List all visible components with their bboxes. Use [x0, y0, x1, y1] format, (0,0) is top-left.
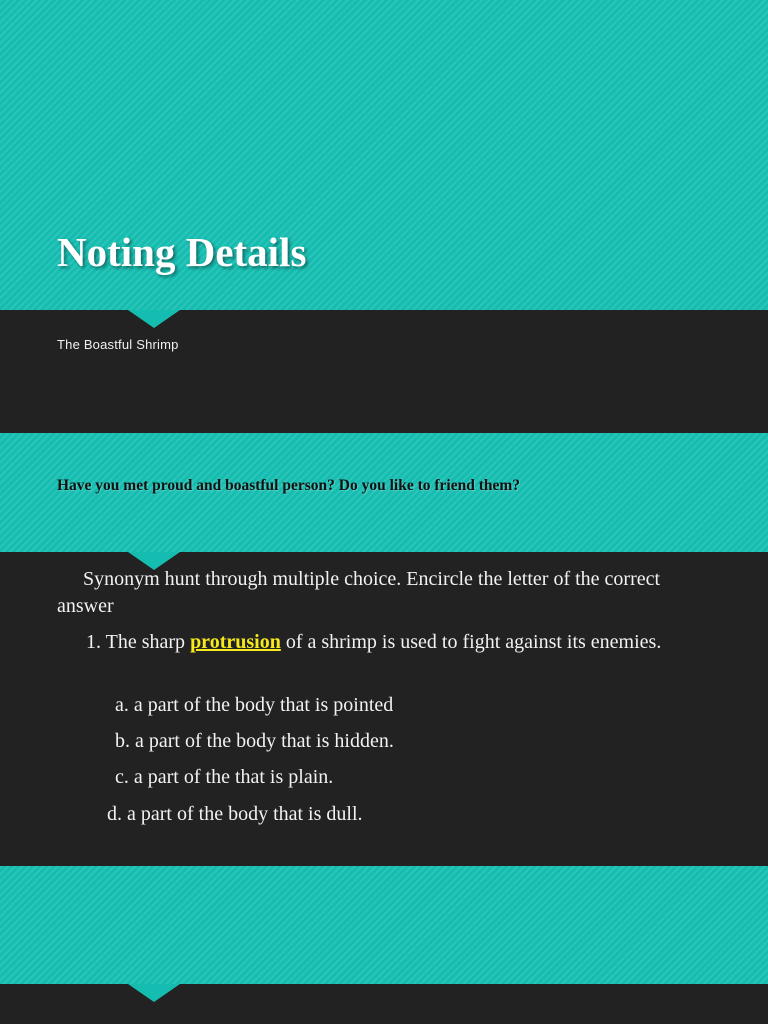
slide3-notch	[128, 984, 180, 1002]
slide1-notch	[128, 310, 180, 328]
slide1-subtitle-band	[0, 310, 768, 433]
warmup-question: Have you met proud and boastful person? Do you like to friend them?	[57, 477, 521, 494]
question-1	[86, 629, 686, 656]
question-1-suffix: of a shrimp is used to fight against its enemies.	[280, 631, 662, 653]
instructions-text: Synonym hunt through multiple choice. Encircle the letter of the correct answer	[57, 568, 661, 617]
option-c: c. a part of the that is plain.	[115, 766, 334, 788]
option-b: b. a part of the body that is hidden.	[115, 730, 394, 752]
keyword-protrusion: protrusion	[190, 631, 281, 653]
slide-title: Noting Details	[57, 229, 307, 275]
question-1-prefix: 1. The sharp	[86, 631, 191, 653]
slide3-content-band	[0, 984, 768, 1024]
option-d: d. a part of the body that is dull.	[107, 803, 363, 825]
slide-subtitle: The Boastful Shrimp	[57, 337, 179, 352]
option-a: a. a part of the body that is pointed	[115, 694, 394, 716]
slide3-title-band	[0, 866, 768, 984]
